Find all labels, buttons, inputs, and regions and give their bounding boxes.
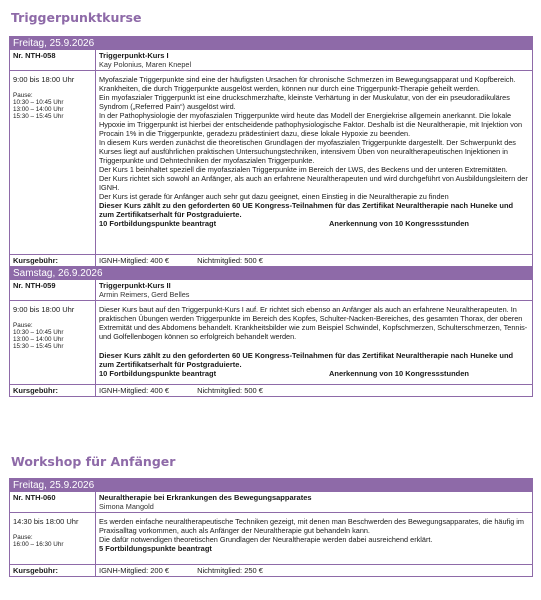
course-header-row: [10, 50, 532, 71]
fee-member: IGNH-Mitglied: 200 €: [99, 566, 170, 575]
points-text: 10 Fortbildungspunkte beantragt: [99, 219, 217, 228]
pause-time: 15:30 – 15:45 Uhr: [13, 343, 64, 350]
course-title: Triggerpunkt-Kurs I: [99, 51, 169, 60]
fee-member: IGNH-Mitglied: 400 €: [99, 386, 170, 395]
fee-nonmember: Nichtmitglied: 500 €: [197, 256, 263, 265]
pause-label: Pause:: [13, 92, 33, 99]
points-text: 10 Fortbildungspunkte beantragt: [99, 369, 217, 378]
description-paragraph: Dieser Kurs baut auf den Triggerpunkt-Kurs I auf. Er richtet sich ebenso an Anfänger als auch an erfahrene Neuraltherapeuten. In praktischen Übungen werden Triggerpunkte im Bereich des Kopfes, Schulter-Nacken-Bereiches, des gesamten Thorax, der oberen Extremität und des Abdomens behandelt. Krankheitsbilder wie zum Beispiel Schwindel, Kopfschmerzen, Schulterschmerzen, Tennis- und Golfellenbogen können so erfolgreich behandelt werden.: [99, 305, 528, 341]
course-speakers: Armin Reimers, Gerd Belles: [99, 290, 190, 299]
pause-time: 15:30 – 15:45 Uhr: [13, 113, 64, 120]
fee-label: Kursgebühr:: [10, 255, 96, 266]
description-paragraph: Die dafür notwendigen theoretischen Grundlagen der Neuraltherapie werden dabei ausreichend erklärt.: [99, 535, 433, 544]
fee-nonmember: Nichtmitglied: 500 €: [197, 386, 263, 395]
fee-row: [10, 385, 532, 396]
pause-time: 13:00 – 14:00 Uhr: [13, 106, 64, 113]
description-paragraph: In der Pathophysiologie der myofaszialen Triggerpunkte wird heute das Modell der Energiekrise allgemein anerkannt. Die lokale Hypoxie im Triggerpunkt ist hierbei der entscheidende pathophysiologische Faktor. Deshalb ist die Neuraltherapie, mit Injektion von Procain 1% in die Triggerpunkte, geradezu prädestiniert dazu, diese lokale Hypoxie zu beenden.: [99, 111, 523, 138]
course-header-row: [10, 492, 532, 513]
fee-label: Kursgebühr:: [10, 385, 96, 396]
course-description: [96, 71, 532, 254]
description-paragraph: Ein myofaszialer Triggerpunkt ist eine druckschmerzhafte, kleinste Verhärtung in der Muskulatur, von der ein pseudoradikuläres Syndrom („Referred Pain“) ausgelöst wird.: [99, 93, 510, 111]
description-paragraph: In diesem Kurs werden zunächst die theoretischen Grundlagen der myofaszialen Triggerpunkte dargestellt. Der Schwerpunkt des Kurses liegt auf ausführlichen praktischen Untersuchungstechniken, intensivem Üben von neuraltherapeutischen Injektionen in Triggerpunkte und Dehntechniken der myofaszialen Triggerpunkte.: [99, 138, 516, 165]
course-number: Nr. NTH-059: [10, 280, 96, 300]
pause-time: 13:00 – 14:00 Uhr: [13, 336, 64, 343]
course-body-row: [10, 513, 532, 565]
recognition-text: Anerkennung von 10 Kongressstunden: [328, 219, 469, 228]
course-body-row: [10, 71, 532, 255]
course-body-row: [10, 301, 532, 385]
fee-member: IGNH-Mitglied: 400 €: [99, 256, 170, 265]
course-speakers: Simona Mangold: [99, 502, 154, 511]
section-title: Workshop für Anfänger: [11, 454, 176, 469]
pause-time: 16:00 – 16:30 Uhr: [13, 541, 64, 548]
day-header: Freitag, 25.9.2026: [10, 479, 532, 492]
course-table: [9, 478, 533, 577]
course-description: [96, 513, 532, 564]
course-header-row: [10, 280, 532, 301]
fee-row: [10, 255, 532, 267]
day-header: Samstag, 26.9.2026: [10, 267, 532, 280]
accreditation-text: Dieser Kurs zählt zu den geforderten 60 UE Kongress-Teilnahmen für das Zertifikat Neuraltherapie nach Huneke und zum Zertifikatserhalt für Postgraduierte.: [99, 351, 514, 369]
description-paragraph: Der Kurs 1 beinhaltet speziell die myofaszialen Triggerpunkte im Bereich der LWS, des Beckens und der unteren Extremitäten.: [99, 165, 508, 174]
description-paragraph: Myofasziale Triggerpunkte sind eine der häufigsten Ursachen für chronische Schmerzen im Bewegungsapparat und Kopfbereich. Krankheiten, die durch Triggerpunkte ausgelöst werden, können nur durch eine Triggerpunkt-Therapie geheilt werden.: [99, 75, 516, 93]
points-text: 5 Fortbildungspunkte beantragt: [99, 544, 212, 553]
course-time: 9:00 bis 18:00 Uhr: [13, 75, 75, 84]
course-table: [9, 36, 533, 397]
pause-label: Pause:: [13, 534, 33, 541]
course-time: 14:30 bis 18:00 Uhr: [13, 517, 79, 526]
accreditation-text: Dieser Kurs zählt zu den geforderten 60 UE Kongress-Teilnahmen für das Zertifikat Neuraltherapie nach Huneke und zum Zertifikatserhalt für Postgraduierte.: [99, 201, 514, 219]
fee-label: Kursgebühr:: [10, 565, 96, 576]
day-header: Freitag, 25.9.2026: [10, 37, 532, 50]
description-paragraph: Es werden einfache neuraltherapeutische Techniken gezeigt, mit denen man Beschwerden des Bewegungsapparates, die häufig im Praxisalltag vorkommen, auch als Anfänger der Neuraltherapie gut behandeln kann.: [99, 517, 524, 535]
fee-row: [10, 565, 532, 576]
description-paragraph: Der Kurs ist gerade für Anfänger auch sehr gut dazu geeignet, einen Einstieg in die Neuraltherapie zu finden: [99, 192, 449, 201]
fee-nonmember: Nichtmitglied: 250 €: [197, 566, 263, 575]
pause-label: Pause:: [13, 322, 33, 329]
course-description: [96, 301, 532, 384]
course-time: 9:00 bis 18:00 Uhr: [13, 305, 75, 314]
course-speakers: Kay Polonius, Maren Knepel: [99, 60, 192, 69]
course-title: Neuraltherapie bei Erkrankungen des Bewegungsapparates: [99, 493, 312, 502]
section-title: Triggerpunktkurse: [11, 10, 142, 25]
pause-time: 10:30 – 10:45 Uhr: [13, 329, 64, 336]
course-number: Nr. NTH-058: [10, 50, 96, 70]
description-paragraph: Der Kurs richtet sich sowohl an Anfänger, als auch an erfahrene Neuraltherapeuten und wird durchgeführt von Ausbildungsleitern der IGNH.: [99, 174, 528, 192]
course-title: Triggerpunkt-Kurs II: [99, 281, 171, 290]
course-number: Nr. NTH-060: [10, 492, 96, 512]
pause-time: 10:30 – 10:45 Uhr: [13, 99, 64, 106]
recognition-text: Anerkennung von 10 Kongressstunden: [328, 369, 469, 378]
